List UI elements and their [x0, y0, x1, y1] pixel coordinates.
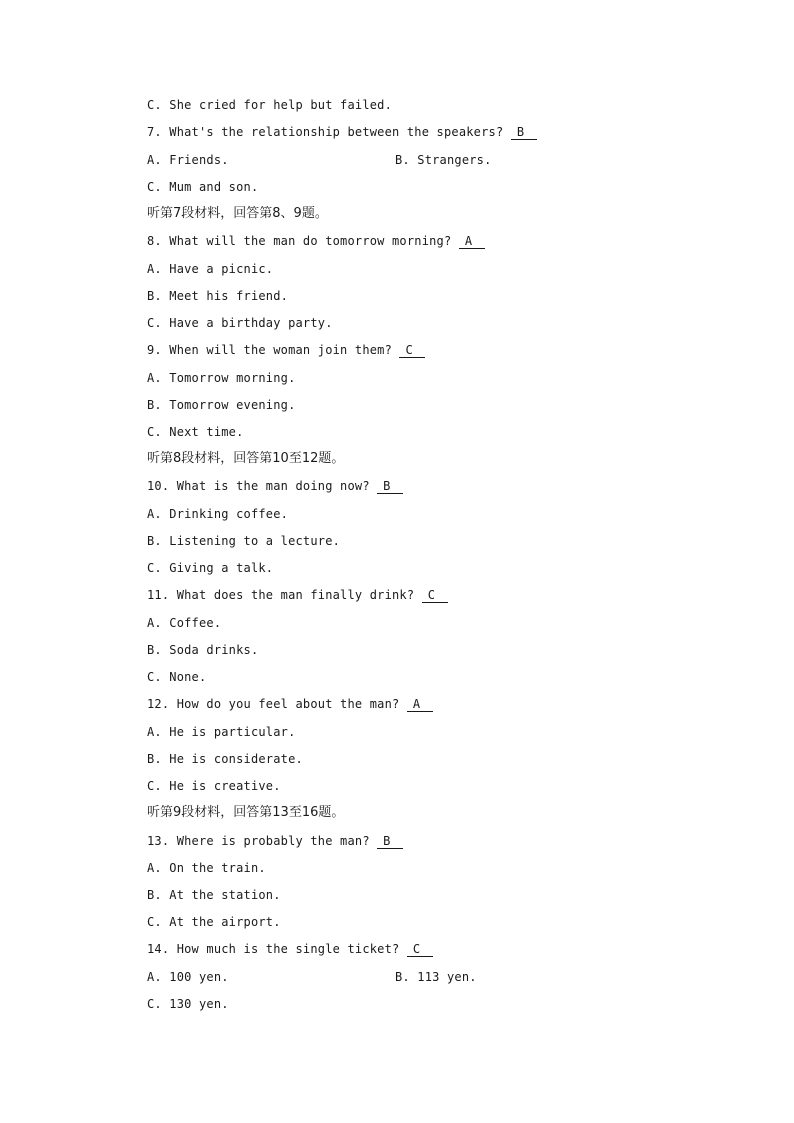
option-q9-c: C. Next time.	[147, 425, 244, 439]
option-q10-a: A. Drinking coffee.	[147, 507, 289, 521]
answer-q8: A	[459, 234, 485, 249]
question-13: 13. Where is probably the man? B	[147, 833, 403, 849]
question-9: 9. When will the woman join them? C	[147, 342, 425, 358]
question-10: 10. What is the man doing now? B	[147, 478, 403, 494]
answer-q7: B	[511, 125, 537, 140]
question-11: 11. What does the man finally drink? C	[147, 587, 448, 603]
answer-q14: C	[407, 942, 433, 957]
option-q10-c: C. Giving a talk.	[147, 561, 274, 575]
option-q10-b: B. Listening to a lecture.	[147, 534, 341, 548]
option-q12-c: C. He is creative.	[147, 779, 281, 793]
options-q14-ab: A. 100 yen. B. 113 yen.	[147, 970, 477, 984]
question-7: 7. What's the relationship between the speakers? B	[147, 124, 537, 140]
option-q13-c: C. At the airport.	[147, 915, 281, 929]
answer-q11: C	[422, 588, 448, 603]
option-q7-b: B. Strangers.	[395, 153, 492, 167]
option-q8-a: A. Have a picnic.	[147, 262, 274, 276]
option-q8-c: C. Have a birthday party.	[147, 316, 333, 330]
option-q8-b: B. Meet his friend.	[147, 289, 289, 303]
option-q9-b: B. Tomorrow evening.	[147, 398, 296, 412]
answer-q9: C	[399, 343, 425, 358]
option-q11-a: A. Coffee.	[147, 616, 222, 630]
question-8: 8. What will the man do tomorrow morning? A	[147, 233, 485, 249]
option-q13-a: A. On the train.	[147, 861, 266, 875]
option-q14-c: C. 130 yen.	[147, 997, 229, 1011]
question-14: 14. How much is the single ticket? C	[147, 941, 433, 957]
section-heading-7: 听第7段材料，回答第8、9题。	[147, 206, 328, 221]
section-heading-8: 听第8段材料，回答第10至12题。	[147, 451, 345, 466]
option-q13-b: B. At the station.	[147, 888, 281, 902]
question-12: 12. How do you feel about the man? A	[147, 696, 433, 712]
option-q7-c: C. Mum and son.	[147, 180, 259, 194]
option-q6-c: C. She cried for help but failed.	[147, 98, 393, 112]
option-q11-c: C. None.	[147, 670, 207, 684]
section-heading-9: 听第9段材料，回答第13至16题。	[147, 805, 345, 820]
options-q7-ab: A. Friends. B. Strangers.	[147, 153, 492, 167]
option-q11-b: B. Soda drinks.	[147, 643, 259, 657]
answer-q13: B	[377, 834, 403, 849]
answer-q10: B	[377, 479, 403, 494]
answer-q12: A	[407, 697, 433, 712]
option-q12-b: B. He is considerate.	[147, 752, 303, 766]
option-q14-b: B. 113 yen.	[395, 970, 477, 984]
option-q12-a: A. He is particular.	[147, 725, 296, 739]
option-q9-a: A. Tomorrow morning.	[147, 371, 296, 385]
